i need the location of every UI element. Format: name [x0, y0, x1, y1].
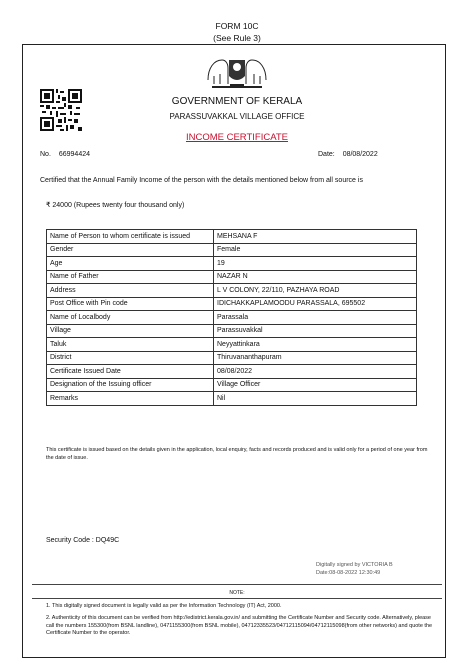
field-label: Certificate Issued Date [47, 365, 214, 379]
table-row [47, 378, 417, 392]
field-value: Thiruvananthapuram [214, 351, 417, 365]
certificate-title: INCOME CERTIFICATE [185, 132, 289, 143]
table-row [47, 243, 417, 257]
field-label: Address [47, 284, 214, 298]
note-title: NOTE: [229, 590, 245, 596]
validity-note: This certificate is issued based on the details given in the application, local enquiry, facts and records produced and is valid only for a period of one year from the date of issue. [46, 447, 428, 461]
certificate-title-wrap [0, 127, 474, 145]
table-row [47, 257, 417, 271]
table-row [47, 324, 417, 338]
field-value: Parassuvakkal [214, 324, 417, 338]
footer-divider-bottom [32, 598, 442, 599]
field-value: 19 [214, 257, 417, 271]
field-value: Nil [214, 392, 417, 406]
table-row [47, 338, 417, 352]
village-office: PARASSUVAKKAL VILLAGE OFFICE [169, 112, 305, 121]
certificate-number [40, 151, 90, 158]
table-row [47, 270, 417, 284]
kerala-emblem-icon [204, 50, 270, 90]
field-label: Name of Father [47, 270, 214, 284]
field-label: Taluk [47, 338, 214, 352]
date-value: 08/08/2022 [342, 151, 378, 158]
field-label: Remarks [47, 392, 214, 406]
certification-intro: Certified that the Annual Family Income of the person with the details mentioned below from all source is [40, 177, 363, 184]
issue-date [318, 151, 378, 158]
table-row [47, 284, 417, 298]
signature-line-1: Digitally signed by VICTORIA B [316, 562, 393, 568]
field-label: Age [47, 257, 214, 271]
field-value: Village Officer [214, 378, 417, 392]
form-number: FORM 10C [215, 21, 259, 31]
field-label: Gender [47, 243, 214, 257]
table-row [47, 392, 417, 406]
number-label: No. [40, 151, 51, 158]
field-label: District [47, 351, 214, 365]
field-value: 08/08/2022 [214, 365, 417, 379]
field-value: Parassala [214, 311, 417, 325]
field-value: L V COLONY, 22/110, PAZHAYA ROAD [214, 284, 417, 298]
field-label: Name of Localbody [47, 311, 214, 325]
field-value: MEHSANA F [214, 230, 417, 244]
table-row [47, 365, 417, 379]
security-code: Security Code : DQ49C [46, 537, 120, 544]
rule-reference: (See Rule 3) [213, 33, 261, 43]
footer-divider-top [32, 584, 442, 585]
details-table [46, 229, 417, 406]
field-label: Village [47, 324, 214, 338]
table-row [47, 297, 417, 311]
field-value: Female [214, 243, 417, 257]
table-row [47, 351, 417, 365]
table-row [47, 311, 417, 325]
date-label: Date: [318, 151, 335, 158]
number-value: 66994424 [58, 151, 91, 158]
note-item-2: 2. Authenticity of this document can be verified from http://edistrict.kerala.gov.in/ and submitting the Certificate Number and Security code. Alternatively, please call the numbers 155300(from BSNL landline), 0471155300(from BSNL mobile), 04712335523/04712115094/04712115098(from other networks) and quote the Certificate Number to the operator. [46, 615, 433, 636]
field-value: Neyyattinkara [214, 338, 417, 352]
income-amount: ₹ 24000 (Rupees twenty four thousand only) [46, 202, 185, 209]
field-label: Post Office with Pin code [47, 297, 214, 311]
field-label: Designation of the Issuing officer [47, 378, 214, 392]
field-value: NAZAR N [214, 270, 417, 284]
government-title: GOVERNMENT OF KERALA [171, 96, 303, 107]
note-item-1: 1. This digitally signed document is legally valid as per the Information Technology (IT) Act, 2000. [46, 603, 282, 609]
field-label: Name of Person to whom certificate is issued [47, 230, 214, 244]
signature-line-2: Date:08-08-2022 12:30:49 [316, 570, 381, 576]
field-value: IDICHAKKAPLAMOODU PARASSALA, 695502 [214, 297, 417, 311]
digital-signature [316, 561, 393, 577]
table-row [47, 230, 417, 244]
